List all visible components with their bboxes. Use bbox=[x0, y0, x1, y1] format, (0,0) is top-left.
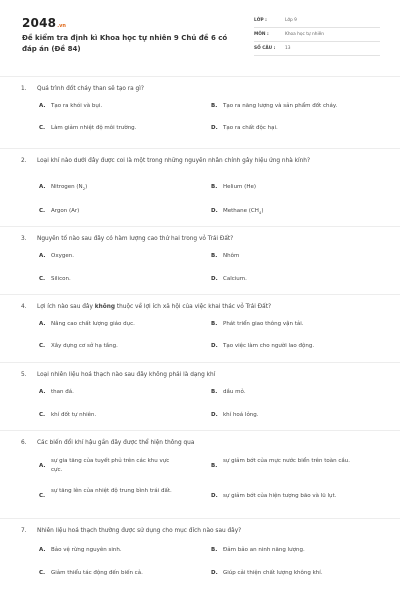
option-letter: C. bbox=[39, 412, 46, 418]
option-text: than đá. bbox=[51, 389, 74, 395]
question-text bbox=[21, 156, 383, 166]
answer-option-b[interactable] bbox=[211, 320, 363, 329]
option-letter: B. bbox=[211, 103, 218, 109]
answer-option-a[interactable] bbox=[39, 457, 179, 475]
question-number: 7. bbox=[21, 528, 27, 534]
question-4 bbox=[0, 294, 400, 362]
option-text: dầu mỏ. bbox=[223, 389, 246, 395]
question-number: 4. bbox=[21, 304, 27, 310]
option-text: Argon (Ar) bbox=[51, 208, 80, 214]
brand-logo[interactable] bbox=[22, 16, 66, 30]
formula-subscript: 2 bbox=[82, 186, 86, 192]
answer-option-b[interactable] bbox=[211, 546, 363, 555]
option-text: Tạo ra năng lượng và sản phẩm đốt cháy. bbox=[223, 103, 338, 109]
option-letter: B. bbox=[211, 184, 218, 190]
answer-option-a[interactable] bbox=[39, 183, 191, 192]
meta-value: 13 bbox=[285, 46, 291, 51]
option-text: Tạo ra khói và bụi. bbox=[51, 103, 103, 109]
question-5 bbox=[0, 362, 400, 430]
option-letter: D. bbox=[211, 570, 218, 576]
option-text: sự giảm bớt của hiện tượng bão và lũ lụt. bbox=[223, 493, 337, 499]
formula-text: Nitrogen (N bbox=[51, 184, 83, 190]
answer-option-b[interactable] bbox=[211, 183, 363, 192]
question-text-emphasis: không bbox=[94, 304, 116, 310]
option-text: Silicon. bbox=[51, 276, 71, 282]
answer-option-a[interactable] bbox=[39, 102, 191, 111]
answer-option-c[interactable] bbox=[39, 342, 191, 351]
option-letter: A. bbox=[39, 389, 46, 395]
option-letter: D. bbox=[211, 493, 218, 499]
option-text: sự tăng lên của nhiệt độ trung bình trái đất. bbox=[51, 488, 172, 494]
answer-option-c[interactable] bbox=[39, 569, 191, 578]
question-number: 1. bbox=[21, 86, 27, 92]
answer-option-c[interactable] bbox=[39, 411, 191, 420]
option-letter: D. bbox=[211, 208, 218, 214]
answer-option-d[interactable] bbox=[211, 411, 363, 420]
meta-label: SỐ CÂU : bbox=[254, 46, 276, 51]
option-letter: B. bbox=[211, 547, 218, 553]
question-body: Quá trình đốt cháy than sẽ tạo ra gì? bbox=[37, 86, 144, 92]
formula-text: Methane (CH bbox=[223, 208, 259, 214]
question-number: 6. bbox=[21, 440, 27, 446]
answer-option-b[interactable] bbox=[211, 457, 375, 471]
question-body: Nhiên liệu hoá thạch thường được sử dụng cho mục đích nào sau đây? bbox=[37, 528, 242, 534]
option-text: Helium (He) bbox=[223, 184, 256, 190]
option-letter: B. bbox=[211, 463, 218, 469]
meta-value: Khoa học tự nhiên bbox=[285, 32, 325, 37]
answer-option-c[interactable] bbox=[39, 275, 191, 284]
question-3 bbox=[0, 226, 400, 294]
answer-option-b[interactable] bbox=[211, 388, 363, 397]
question-text bbox=[21, 526, 383, 536]
document-title: Đề kiểm tra định kì Khoa học tự nhiên 9 Chủ đề 6 có đáp án (Đề 84) bbox=[22, 34, 228, 53]
answer-option-a[interactable] bbox=[39, 252, 191, 261]
option-text: Giúp cải thiện chất lượng không khí. bbox=[223, 570, 323, 576]
answer-option-a[interactable] bbox=[39, 388, 191, 397]
question-text bbox=[21, 302, 383, 312]
brand-name: 2048 bbox=[22, 16, 57, 30]
option-letter: C. bbox=[39, 570, 46, 576]
option-text: Xây dựng cơ sở hạ tầng. bbox=[51, 343, 118, 349]
option-letter: C. bbox=[39, 208, 46, 214]
question-body: Loại nhiên liệu hoá thạch nào sau đây không phải là dạng khí bbox=[37, 372, 216, 378]
question-text bbox=[21, 370, 383, 380]
option-text: Làm giảm nhiệt độ môi trường. bbox=[51, 125, 137, 131]
answer-option-d[interactable] bbox=[211, 569, 363, 578]
question-text-pre: Lợi ích nào sau đây bbox=[37, 304, 95, 310]
question-body bbox=[37, 302, 367, 312]
option-letter: D. bbox=[211, 125, 218, 131]
answer-option-d[interactable] bbox=[211, 492, 375, 501]
option-letter: D. bbox=[211, 276, 218, 282]
question-body: Các biến đổi khí hậu gần đây được thể hiện thông qua bbox=[37, 440, 195, 446]
answer-option-a[interactable] bbox=[39, 546, 191, 555]
answer-option-b[interactable] bbox=[211, 102, 363, 111]
option-letter: B. bbox=[211, 389, 218, 395]
option-text: Oxygen. bbox=[51, 253, 74, 259]
question-6 bbox=[0, 430, 400, 518]
question-number: 5. bbox=[21, 372, 27, 378]
answer-option-a[interactable] bbox=[39, 320, 191, 329]
formula-subscript: 4 bbox=[258, 210, 262, 216]
formula-suffix: ) bbox=[261, 208, 264, 214]
meta-label: MÔN : bbox=[254, 32, 269, 37]
option-text: Nhôm bbox=[223, 253, 240, 259]
option-letter: C. bbox=[39, 125, 46, 131]
meta-label: LỚP : bbox=[254, 18, 267, 23]
option-text: Đảm bảo an ninh năng lượng. bbox=[223, 547, 305, 553]
option-letter: C. bbox=[39, 343, 46, 349]
option-text: Bảo vệ rừng nguyên sinh. bbox=[51, 547, 122, 553]
option-text: Tạo ra chất độc hại. bbox=[223, 125, 278, 131]
question-number: 3. bbox=[21, 236, 27, 242]
option-letter: B. bbox=[211, 253, 218, 259]
page-header bbox=[0, 0, 400, 76]
question-number: 2. bbox=[21, 158, 27, 164]
meta-row-count bbox=[254, 42, 380, 56]
formula-suffix: ) bbox=[85, 184, 88, 190]
question-body: Nguyên tố nào sau đây có hàm lượng cao thứ hai trong vỏ Trái Đất? bbox=[37, 236, 234, 242]
option-letter: A. bbox=[39, 253, 46, 259]
question-text bbox=[21, 438, 383, 448]
option-text: Nâng cao chất lượng giáo dục. bbox=[51, 321, 135, 327]
question-body: Loại khí nào dưới đây được coi là một trong những nguyên nhân chính gây hiệu ứng nhà kính? bbox=[37, 158, 311, 164]
question-2 bbox=[0, 148, 400, 234]
answer-option-d[interactable] bbox=[211, 275, 363, 284]
meta-row-subject bbox=[254, 28, 380, 42]
answer-option-d[interactable] bbox=[211, 342, 363, 351]
option-letter: A. bbox=[39, 184, 46, 190]
question-7 bbox=[0, 518, 400, 600]
meta-info-box bbox=[254, 14, 380, 56]
option-letter: A. bbox=[39, 321, 46, 327]
meta-value: Lớp 9 bbox=[285, 18, 297, 23]
option-text: Giảm thiểu tác động đến biến cả. bbox=[51, 570, 143, 576]
option-letter: C. bbox=[39, 276, 46, 282]
option-letter: A. bbox=[39, 463, 46, 469]
answer-option-c[interactable] bbox=[39, 207, 191, 216]
question-1 bbox=[0, 76, 400, 148]
option-letter: D. bbox=[211, 412, 218, 418]
option-text: khí đốt tự nhiên. bbox=[51, 412, 97, 418]
option-text: Tạo việc làm cho người lao động. bbox=[223, 343, 315, 349]
answer-option-c[interactable] bbox=[39, 124, 191, 133]
option-letter: D. bbox=[211, 343, 218, 349]
question-text bbox=[21, 84, 383, 94]
brand-domain: .vn bbox=[57, 23, 66, 29]
option-text: khí hoá lỏng. bbox=[223, 412, 259, 418]
option-text bbox=[223, 207, 363, 216]
answer-option-c[interactable] bbox=[39, 487, 179, 501]
question-text-post: thuộc về lợi ích xã hội của việc khai thác vỏ Trái Đất? bbox=[115, 304, 272, 310]
option-letter: A. bbox=[39, 547, 46, 553]
meta-row-class bbox=[254, 14, 380, 28]
answer-option-b[interactable] bbox=[211, 252, 363, 261]
option-text: sự gia tăng của tuyết phủ trên các khu vực cực. bbox=[51, 458, 170, 473]
option-letter: B. bbox=[211, 321, 218, 327]
option-text: sự giảm bớt của mực nước biển trên toàn cầu. bbox=[223, 458, 351, 464]
option-text: Phát triển giao thông vận tải. bbox=[223, 321, 304, 327]
question-text bbox=[21, 234, 383, 244]
option-text bbox=[51, 183, 191, 192]
option-letter: C. bbox=[39, 493, 46, 499]
option-text: Calcium. bbox=[223, 276, 247, 282]
answer-option-d[interactable] bbox=[211, 207, 363, 216]
option-letter: A. bbox=[39, 103, 46, 109]
answer-option-d[interactable] bbox=[211, 124, 363, 133]
